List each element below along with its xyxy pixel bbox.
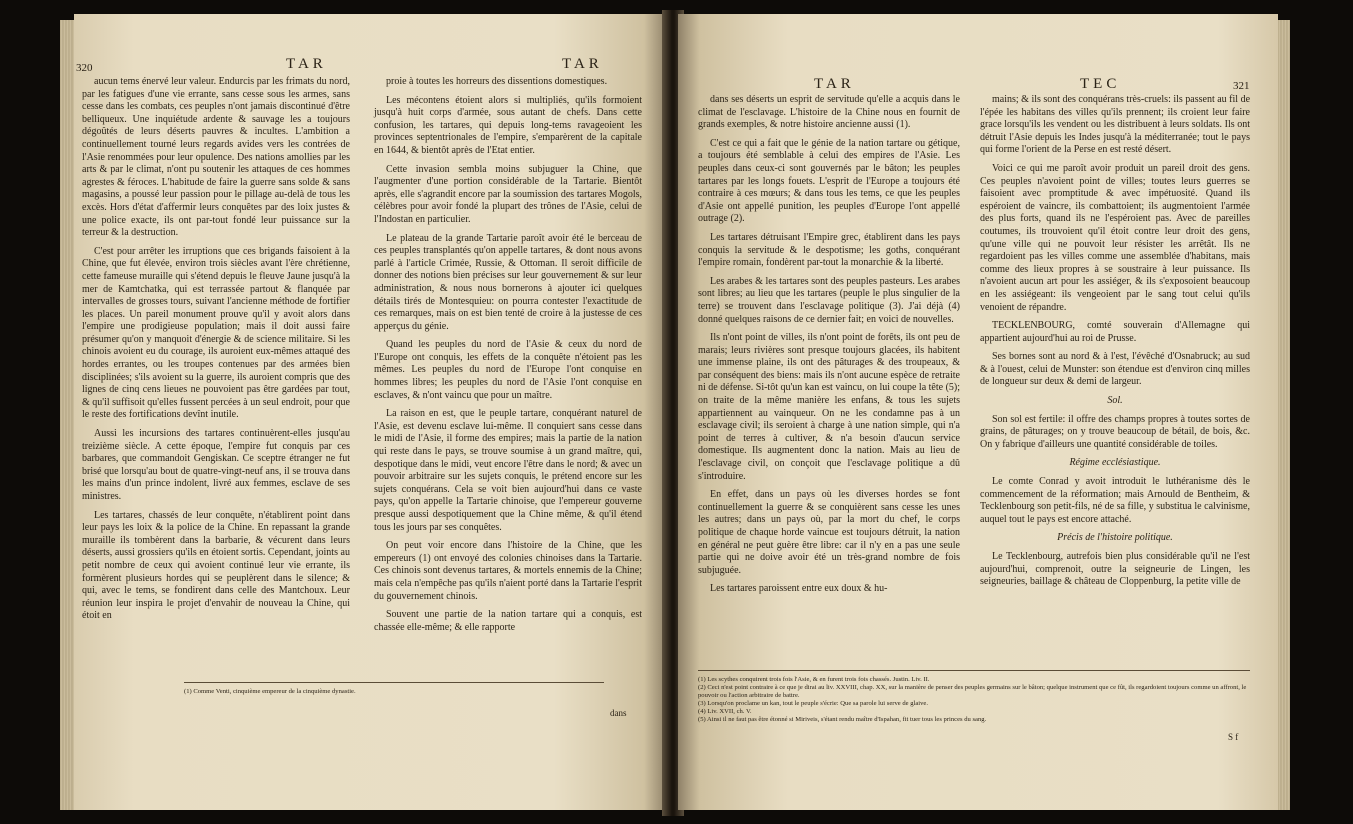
left-page-column-2 [374, 76, 642, 710]
paragraph: Voici ce qui me paroît avoir produit un pareil droit des gens. Ces peuples n'avoient point de villes; toutes leurs guerres se faisoient avec promptitude & avec impétuosité. Quand ils espéroient de vaincre, ils combattoient; ils augmentoient l'armée des plus forts, quand ils ne l'espéroient pas. Avec de pareilles coutumes, ils trouvoient qu'il étoit contre leur droit des gens, qu'une ville qui ne pouvoit leur résister les arrêtât. Ils ne regardoient pas les villes comme une assemblée d'habitans, mais comme des lieux propres à se soustraire à leur puissance. Ils n'avoient aucun art pour les assiéger, & ils s'exposoient beaucoup en les assiégeant: ils vengeoient par le sang tout celui qu'ils venoient de répandre. [980, 162, 1250, 313]
page-number: 321 [1233, 80, 1250, 92]
paragraph: Le comte Conrad y avoit introduit le luthéranisme dès le commencement de la réformation; mais Arnould de Bentheim, & Tecklenbourg son petit-fils, né de sa fille, y substitua le calvinisme, auquel tout le pays est encore attaché. [980, 476, 1250, 525]
paragraph: Les arabes & les tartares sont des peuples pasteurs. Les arabes sont libres; au lieu que les tartares (peuple le plus singulier de la terre) se trouvent dans l'esclavage politique (3). J'ai déjà (4) donné quelques raisons de ce dernier fait; en voici de nouvelles. [698, 275, 960, 325]
paragraph: Cette invasion sembla moins subjuguer la Chine, que l'augmenter d'une portion considérable de la Tartarie. Bientôt après, elle s'agrandit encore par la soumission des tartares Mogols, célèbres pour avoir fondé la plupart des trônes de l'Asie, celui de l'Indostan en particulier. [374, 163, 642, 225]
section-heading: Précis de l'histoire politique. [1057, 532, 1173, 544]
paragraph: C'est pour arrêter les irruptions que ces brigands faisoient à la Chine, que fut élevée, environ trois siècles avant l'ère chrétienne, cette fameuse muraille qui s'étend depuis le fleuve Jaune jusqu'à la mer de Kamtchatka, qui est terrassée partout & flanquée par intervalles de grosses tours, suivant l'ancienne méthode de fortifier les places. Un pareil monument prouve qu'il y avoit alors dans l'empire une prodigieuse population; mais il doit aussi faire présumer qu'on y manquoit d'énergie & de science militaire. Si les chinois avoient eu du courage, ils auroient eux-mêmes attaqué des hordes errantes, ou les troupes contenues par des armées bien disciplinées; s'ils avoient su la guerre, ils auroient compris que des lignes de cinq cens lieues ne pouvoient pas être gardées par tout, & qu'il suffisoit qu'elles fussent percées à un seul endroit, pour que le reste des fortifications devînt inutile. [82, 245, 350, 421]
left-page-column-1 [82, 76, 350, 710]
footnote: (2) Ceci n'est point contraire à ce que je dirai au liv. XXVIII, chap. XX, sur la manière de penser des peuples germains sur le bâton; quelque instrument que ce fût, ils regardoient toujours comme un affront, le pouvoir ou l'action arbitraire de battre. [698, 684, 1247, 700]
paragraph: Ses bornes sont au nord & à l'est, l'évêché d'Osnabruck; au sud & à l'ouest, celui de Munster: son étendue est d'environ cinq milles de longueur sur deux & demi de largeur. [980, 351, 1250, 388]
paragraph: Le Tecklenbourg, autrefois bien plus considérable qu'il ne l'est aujourd'hui, comprenoit, outre la seigneurie de Lingen, les seigneuries, baillage & château de Cloppenburg, la petite ville de [980, 551, 1250, 588]
footnote: (5) Ainsi il ne faut pas être étonné si Miriveis, s'étant rendu maître d'Ispahan, fit tuer tous les princes du sang. [698, 716, 987, 724]
right-page [678, 14, 1278, 810]
page-number: 320 [76, 62, 93, 74]
footnote-rule [184, 682, 604, 683]
footnote-rule [698, 670, 1250, 671]
paragraph: La raison en est, que le peuple tartare, conquérant naturel de l'Asie, est devenu esclave lui-même. Il conquiert sans cesse dans le midi de l'Asie, il forme des empires; mais la partie de la nation qui reste dans le pays, se trouve soumise à un grand maître, qui, despotique dans le midi, veut encore l'être dans le nord; & avec un pouvoir arbitraire sur les sujets conquis, le prétend encore sur les sujets conquérans. Cela se voit bien aujourd'hui dans ce vaste pays, qu'on appelle la Tartarie chinoise, que l'empereur gouverne presque aussi despotiquement que la Chine même, & qu'il étend tous les jours par ses conquêtes. [374, 408, 642, 533]
paragraph: C'est ce qui a fait que le génie de la nation tartare ou gétique, a toujours été semblable à celui des empires de l'Asie. Les peuples dans ceux-ci sont gouvernés par le bâton; les peuples tartares par les longs fouets. L'esprit de l'Europe a toujours été contraire à ces mœurs; & dans tous les tems, ce que les peuples d'Asie ont appellé punition, les peuples d'Europe l'ont appellé outrage (2). [698, 137, 960, 225]
running-head-right: TEC [1080, 76, 1121, 92]
running-head-left: TAR [814, 76, 855, 92]
paragraph: dans ses déserts un esprit de servitude qu'elle a acquis dans le climat de l'esclavage. L'histoire de la Chine nous en fournit de grands exemples, & notre histoire ancienne aussi (1). [698, 94, 960, 131]
left-page [74, 14, 667, 810]
article-heading: TECKLENBOURG, comté souverain d'Allemagne qui appartient aujourd'hui au roi de Prusse. [980, 320, 1250, 344]
right-page-column-1 [698, 94, 960, 666]
left-page-edges [60, 20, 74, 810]
footnotes [698, 676, 1250, 725]
paragraph: Les tartares paroissent entre eux doux & hu- [710, 583, 888, 595]
catchword: dans [610, 708, 627, 718]
paragraph: Les mécontens étoient alors si multipliés, qu'ils formoient jusqu'à huit corps d'armée, sous autant de chefs. Dans cette confusion, les tartares, qui depuis long-tems ravageoient les provinces septentrionales de l'empire, s'emparèrent de la capitale en 1644, & bientôt après de l'Etat entier. [374, 94, 642, 156]
footnote: (1) Les scythes conquirent trois fois l'Asie, & en furent trois fois chassés. Justin. Liv. II. [698, 676, 930, 683]
right-page-column-2 [980, 94, 1250, 666]
paragraph: Aussi les incursions des tartares continuèrent-elles jusqu'au treizième siècle. A cette époque, l'empire fut conquis par ces barbares, que commandoit Gengiskan. Ce sceptre étranger ne fut brisé que lorsqu'au bout de quatre-vingt-neuf ans, il se trouva dans les mains d'un prince indolent, livré aux femmes, esclave de ses ministres. [82, 428, 350, 502]
footnote: (3) Lorsqu'on proclame un kan, tout le peuple s'écrie: Que sa parole lui serve de glaive. [698, 700, 928, 708]
paragraph: mains; & ils sont des conquérans très-cruels: ils passent au fil de l'épée les habitans des villes qu'ils prennent; ils croient leur faire grace lorsqu'ils les vendent ou les distribuent à leurs soldats. Ils ont détruit l'Asie depuis les Indes jusqu'à la méditerranée; tout le pays qui forme l'orient de la Perse en est resté désert. [980, 94, 1251, 156]
paragraph: Le plateau de la grande Tartarie paroît avoir été le berceau de ces peuples transplantés qu'on appelle tartares, & dont nous avons parlé à l'article Crimée, Russie, & Ottoman. Il seroit difficile de donner des notions bien précises sur leur gouvernement & sur leur administration, & nous nous bornerons à ajouter ici quelques détails tirés de Montesquieu: on pourra contester l'exactitude de ces remarques, mais on est bien tenté de croire à la justesse de ces apperçus du génie. [374, 232, 642, 332]
paragraph: Quand les peuples du nord de l'Asie & ceux du nord de l'Europe ont conquis, les effets de la conquête n'étoient pas les mêmes. Les peuples du nord de l'Europe l'ont conquise en hommes libres; les peuples du nord de l'Asie l'ont conquise en esclaves, & n'ont vaincu que pour un maître. [374, 339, 642, 401]
paragraph: Les tartares, chassés de leur conquête, n'établirent point dans leur pays les loix & la police de la Chine. En repassant la grande muraille ils tombèrent dans la barbarie, & vécurent dans leurs déserts, aussi grossiers qu'ils en étoient sortis. Cependant, joints au petit nombre de ceux qui avoient continué leur vie errante, ils formèrent plusieurs hordes qui se peuplèrent dans le silence; & qui, avec le tems, se fondirent dans celle des Mantchoux. Leur réunion leur inspira le projet d'envahir de nouveau la Chine, qui étoit en [82, 509, 350, 622]
paragraph: Ils n'ont point de villes, ils n'ont point de forêts, ils ont peu de marais; leurs rivières sont presque toujours glacées, ils habitent une immense plaine, ils ont des pâturages & des troupeaux, & par conséquent des biens: mais ils n'ont aucune espèce de retraite ni de défense. Si-tôt qu'un kan est vaincu, on lui coupe la tête (5); on traite de la même manière les enfans, & tous les sujets appartiennent au vainqueur. On ne les condamne pas à un esclavage civil; ils seroient à charge à une nation simple, qui n'a point de terres à cultiver, & n'a besoin d'aucun service domestique. Ils augmentent donc la nation. Mais au lieu de l'esclavage civil, on conçoit que l'esclavage politique a dû s'introduire. [698, 332, 961, 482]
running-head-right: TAR [562, 56, 603, 72]
paragraph: Son sol est fertile: il offre des champs propres à toutes sortes de grains, de pâturages; on y trouve beaucoup de bétail, de bois, &c. On y fabrique d'ailleurs une quantité considérable de toiles. [980, 413, 1250, 450]
signature-mark: S f [1228, 732, 1239, 742]
right-page-edges [1278, 20, 1290, 810]
paragraph: proie à toutes les horreurs des dissentions domestiques. [386, 76, 608, 87]
footnote: (4) Liv. XVII, ch. V. [698, 708, 752, 716]
footnote: (1) Comme Venti, cinquième empereur de la cinquième dynastie. [184, 688, 356, 695]
paragraph: En effet, dans un pays où les diverses hordes se font continuellement la guerre & se conquièrent sans cesse les unes les autres; dans un pays où, par la mort du chef, le corps politique de chaque horde vaincue est toujours détruit, la nation en général ne peut guère être libre: car il n'y en a pas une seule partie qui ne doive avoir été un très-grand nombre de fois subjuguée. [698, 489, 960, 576]
section-heading: Sol. [1107, 395, 1123, 407]
paragraph: On peut voir encore dans l'histoire de la Chine, que les empereurs (1) ont envoyé des colonies chinoises dans la Tartarie. Ces chinois sont devenus tartares, & mortels ennemis de la Chine; mais cela n'empêche pas qu'ils n'aient porté dans la Tartarie l'esprit du gouvernement chinois. [374, 540, 642, 602]
paragraph: Souvent une partie de la nation tartare qui a conquis, est chassée elle-même; & elle rapporte [374, 609, 642, 633]
paragraph: Les tartares détruisant l'Empire grec, établirent dans les pays conquis la servitude & le despotisme; les goths, conquérant l'empire romain, fondèrent par-tout la monarchie & la liberté. [698, 231, 960, 269]
running-head-left: TAR [286, 56, 327, 72]
section-heading: Régime ecclésiastique. [1069, 457, 1161, 469]
paragraph: aucun tems énervé leur valeur. Endurcis par les frimats du nord, par les fatigues d'une vie errante, sans cesse sous les armes, sans cesse dans les combats, ces peuples n'ont jamais discontinué d'être belliqueux. Une inquiétude ardente & sauvage les a toujours dégoûtés de leurs déserts pauvres & incultes. L'ambition a continuellement tourné leurs regards avides vers les contrées de l'Asie renommées pour leur opulence. Des nations amollies par les arts & par le climat, n'ont pu soutenir les attaques de ces hommes agrestes & féroces. L'habitude de faire la guerre sans solde & sans magasins, a poussé leur passion pour le pillage au-delà de tous les excès. Hors d'état d'affermir leurs conquêtes par des loix justes & une police exacte, ils ont par-tout fondé leur puissance sur la terreur & la destruction. [82, 76, 350, 239]
